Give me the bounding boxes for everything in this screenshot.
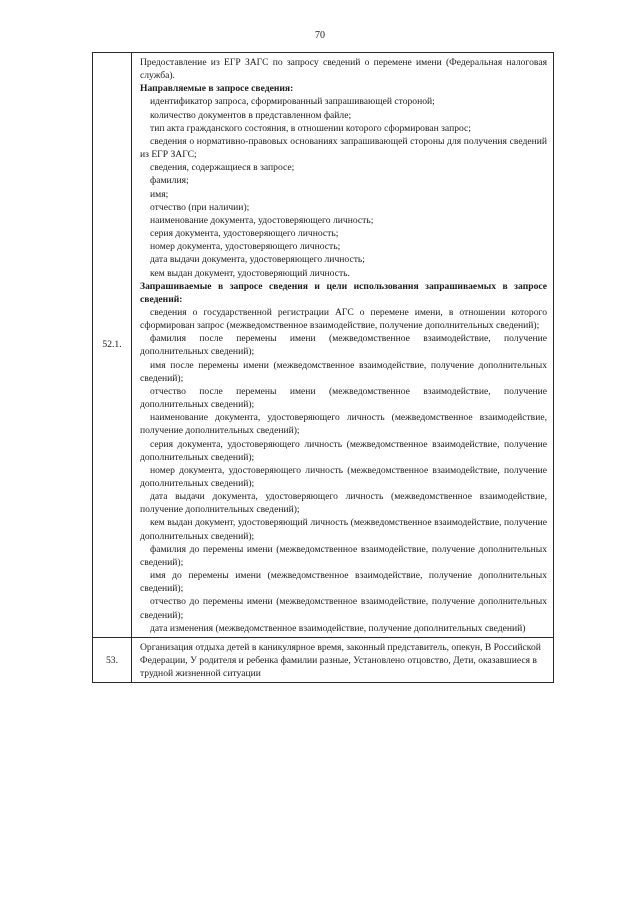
list-item: номер документа, удостоверяющего личность;: [150, 241, 341, 253]
list-item: фамилия после перемены имени (межведомственное взаимодействие, получение дополнительных сведений);: [140, 333, 547, 358]
service-description: Организация отдыха детей в каникулярное время, законный представитель, опекун, В Российской Федерации, У родителя и ребенка фамилии разные, Установлено отцовство, Дети, оказавшиеся в трудной жизненной ситуации: [140, 641, 541, 680]
requested-fields-heading: Запрашиваемые в запросе сведения и цели использования запрашиваемых в запросе сведений:: [140, 280, 547, 305]
list-item: имя до перемены имени (межведомственное взаимодействие, получение дополнительных сведений);: [140, 570, 547, 595]
list-item: сведения, содержащиеся в запросе;: [150, 162, 295, 174]
requested-fields-list: [140, 306, 547, 635]
list-item: дата выдачи документа, удостоверяющего личность (межведомственное взаимодействие, получение дополнительных сведений);: [140, 491, 547, 516]
list-item: тип акта гражданского состояния, в отношении которого сформирован запрос;: [150, 122, 471, 134]
list-item: количество документов в представленном файле;: [150, 109, 352, 121]
table-row: [93, 637, 554, 682]
list-item: имя после перемены имени (межведомственное взаимодействие, получение дополнительных сведений);: [140, 359, 547, 384]
list-item: отчество (при наличии);: [150, 201, 250, 213]
list-item: отчество до перемены имени (межведомственное взаимодействие, получение дополнительных сведений);: [140, 596, 547, 621]
list-item: фамилия;: [150, 175, 189, 187]
row-content: [132, 637, 554, 682]
table-row: [93, 53, 554, 638]
list-item: отчество после перемены имени (межведомственное взаимодействие, получение дополнительных сведений);: [140, 385, 547, 411]
row-number: 52.1.: [93, 53, 132, 638]
list-item: идентификатор запроса, сформированный запрашивающей стороной;: [150, 96, 435, 108]
row-number: 53.: [93, 637, 132, 682]
list-item: номер документа, удостоверяющего личность (межведомственное взаимодействие, получение дополнительных сведений);: [140, 464, 547, 489]
services-table: [92, 52, 554, 683]
page-number: 70: [315, 30, 325, 41]
list-item: имя;: [150, 188, 169, 200]
sent-fields-heading: Направляемые в запросе сведения:: [140, 83, 294, 95]
list-item: кем выдан документ, удостоверяющий личность.: [150, 267, 350, 279]
list-item: наименование документа, удостоверяющего личность (межведомственное взаимодействие, получение дополнительных сведений);: [140, 412, 547, 437]
list-item: сведения о нормативно-правовых основаниях запрашивающей стороны для получения сведений из ЕГР ЗАГС;: [140, 135, 547, 161]
list-item: серия документа, удостоверяющего личность;: [150, 228, 339, 240]
sent-fields-list: [140, 95, 547, 279]
row-content: [132, 53, 554, 638]
service-title: Предоставление из ЕГР ЗАГС по запросу сведений о перемене имени (Федеральная налоговая служба).: [140, 57, 547, 82]
list-item: кем выдан документ, удостоверяющий личность (межведомственное взаимодействие, получение дополнительных сведений);: [140, 517, 547, 542]
list-item: наименование документа, удостоверяющего личность;: [150, 214, 374, 226]
list-item: дата выдачи документа, удостоверяющего личность;: [150, 254, 365, 266]
list-item: дата изменения (межведомственное взаимодействие, получение дополнительных сведений): [150, 622, 526, 634]
list-item: фамилия до перемены имени (межведомственное взаимодействие, получение дополнительных сведений);: [140, 543, 547, 568]
list-item: серия документа, удостоверяющего личность (межведомственное взаимодействие, получение дополнительных сведений);: [140, 438, 547, 463]
list-item: сведения о государственной регистрации АГС о перемене имени, в отношении которого сформирован запрос (межведомственное взаимодействие, получение дополнительных сведений);: [140, 306, 547, 332]
